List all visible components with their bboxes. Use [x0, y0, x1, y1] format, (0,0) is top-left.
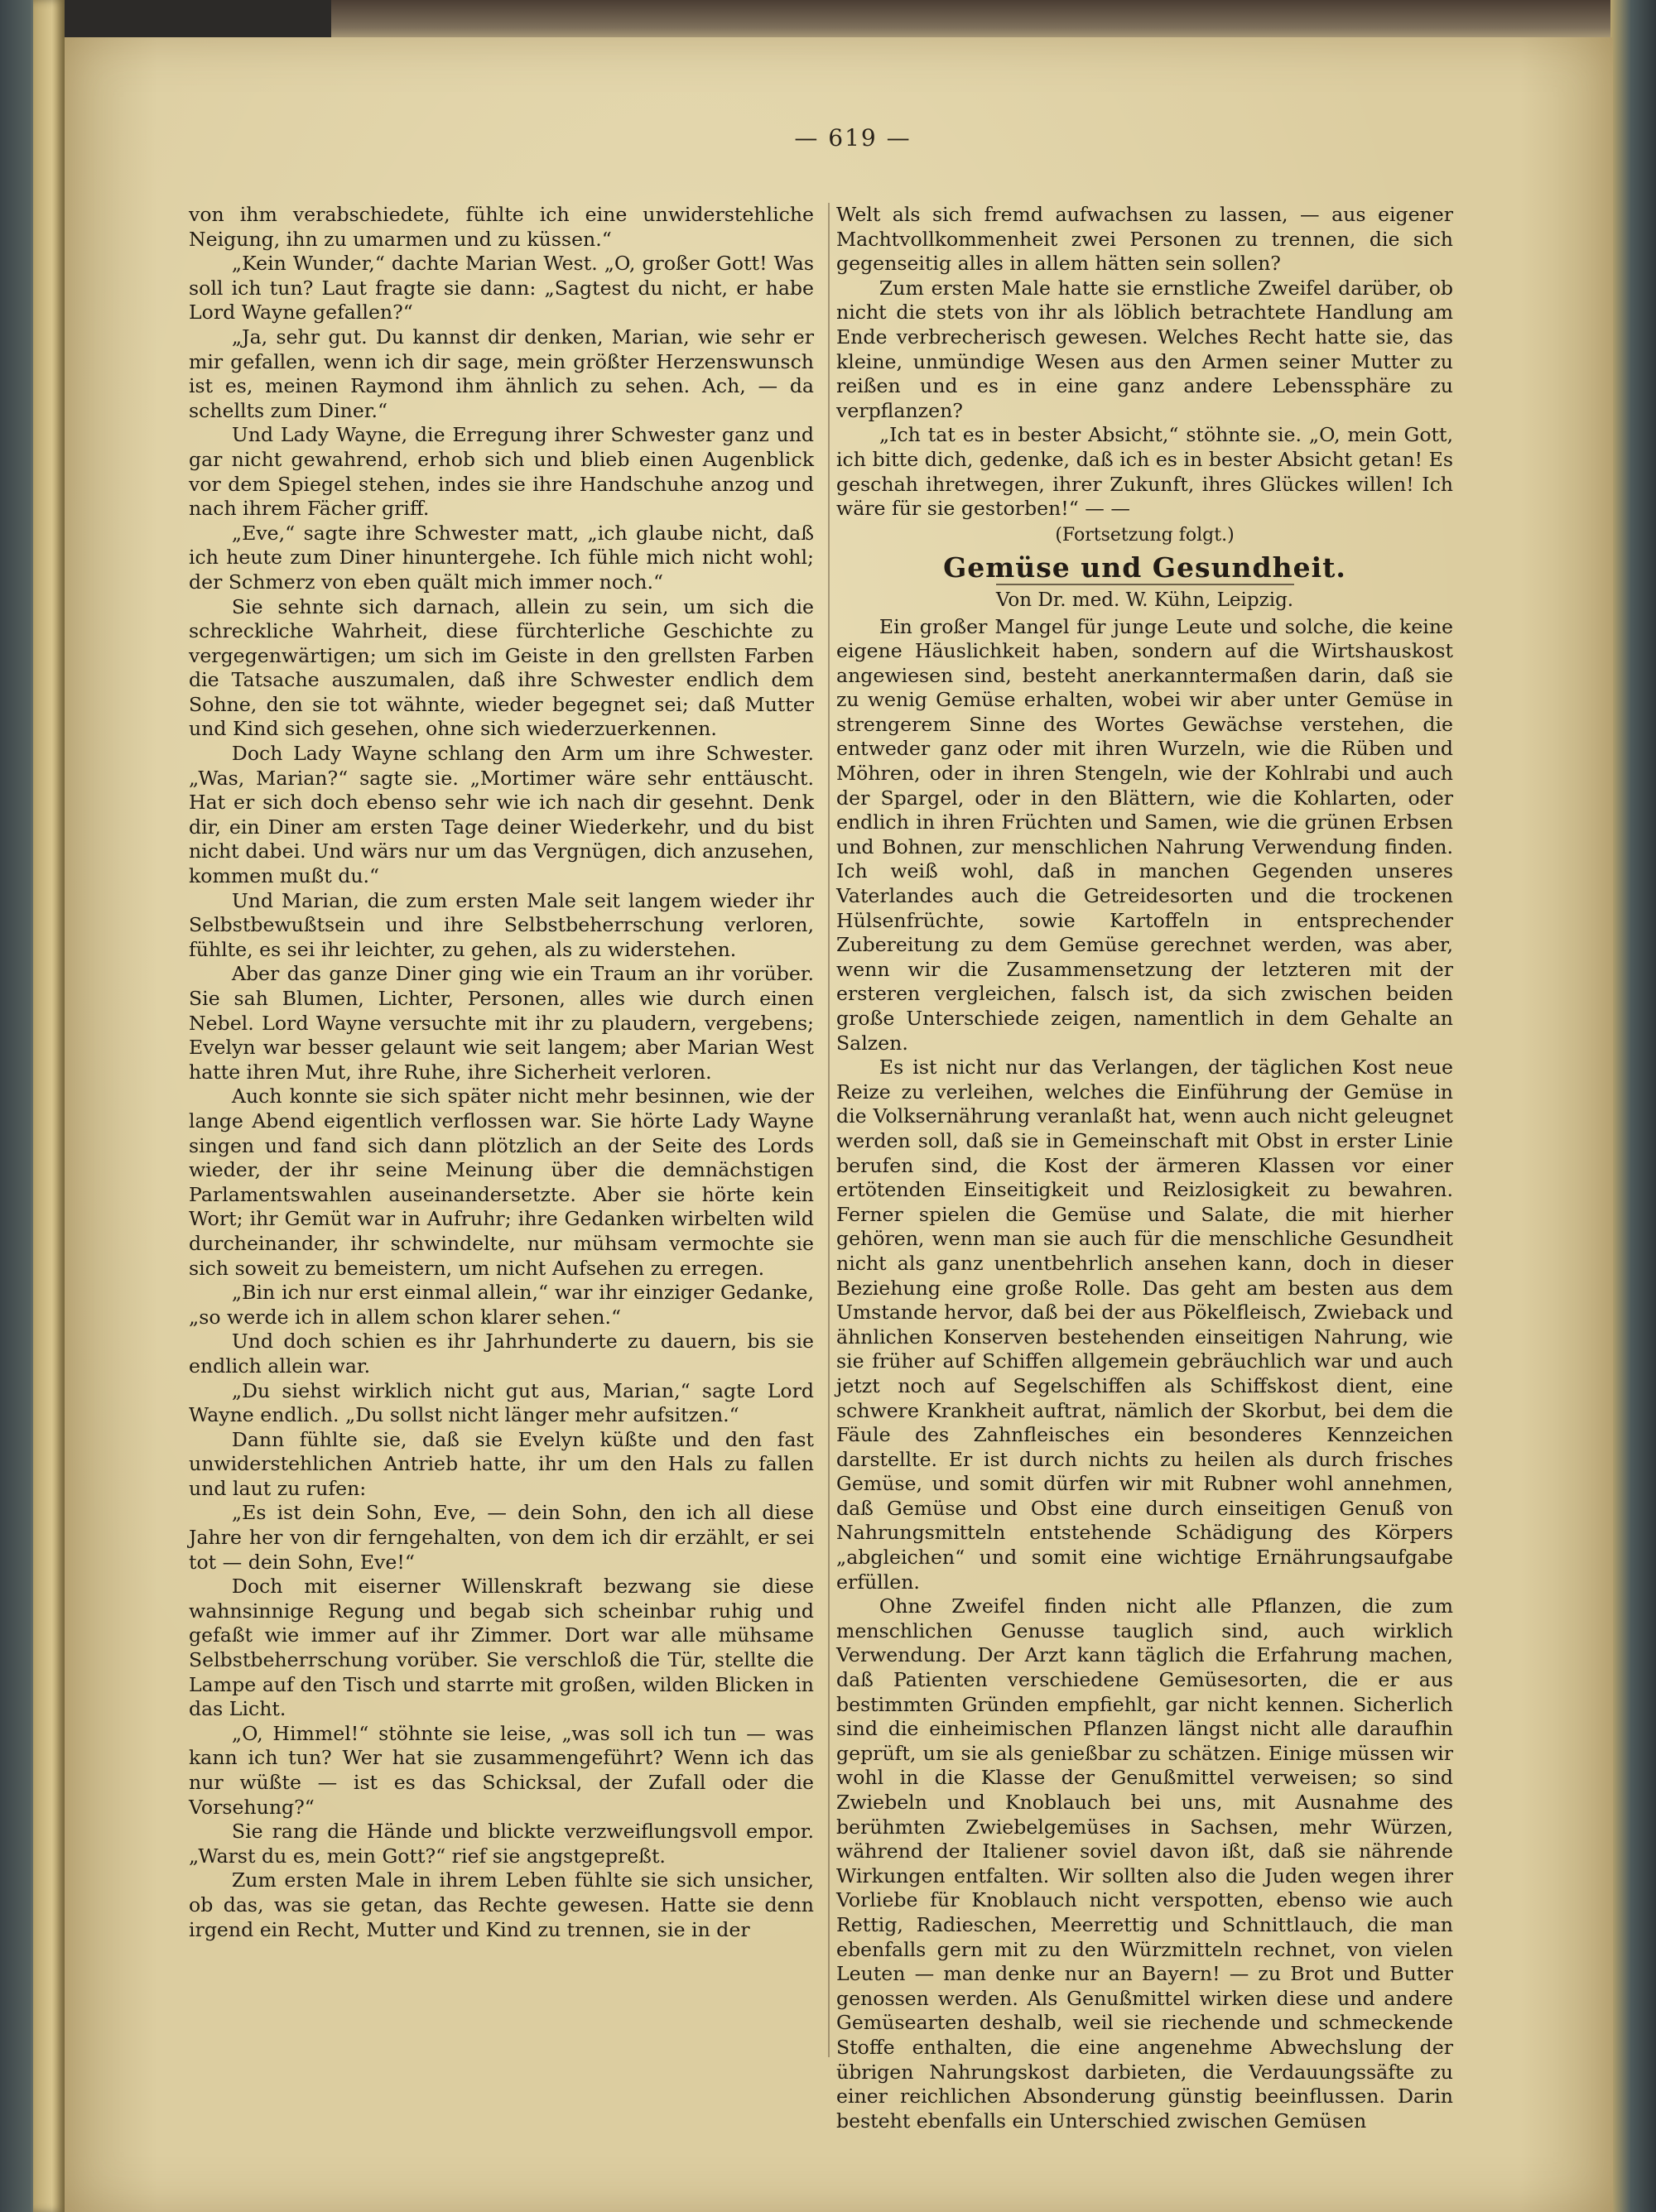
left-paragraph: „Kein Wunder,“ dachte Marian West. „O, großer Gott! Was soll ich tun? Laut fragte sie dann: „Sagtest du nicht, er habe Lord Wayne gefallen?“ [189, 252, 814, 325]
article-byline: Von Dr. med. W. Kühn, Leipzig. [995, 589, 1294, 611]
left-paragraph: Und Lady Wayne, die Erregung ihrer Schwester ganz und gar nicht gewahrend, erhob sich und blieb einen Augenblick vor dem Spiegel stehen, indes sie ihre Handschuhe anzog und nach ihrem Fächer griff. [189, 423, 814, 521]
left-paragraph: Doch mit eiserner Willenskraft bezwang sie diese wahnsinnige Regung und begab sich scheinbar ruhig und gefaßt wie immer auf ihr Zimmer. Dort war alle mühsame Selbstbeherrschung vorüber. Sie verschloß die Tür, stellte die Lampe auf den Tisch und starrte mit großen, wilden Blicken in das Licht. [189, 1575, 814, 1721]
right-paragraph: „Ich tat es in bester Absicht,“ stöhnte sie. „O, mein Gott, ich bitte dich, gedenke, daß ich es in bester Absicht getan! Es geschah ihretwegen, ihrer Zukunft, ihres Glückes willen! Ich wäre für sie gestorben!“ — — [836, 423, 1453, 521]
right-paragraph: Welt als sich fremd aufwachsen zu lassen, — aus eigener Machtvollkommenheit zwei Personen zu trennen, die sich gegenseitig alles in allem hätten sein sollen? [836, 203, 1453, 276]
facing-page-edge [33, 0, 65, 2212]
left-paragraph: von ihm verabschiedete, fühlte ich eine unwiderstehliche Neigung, ihn zu umarmen und zu küssen.“ [189, 203, 814, 251]
left-paragraph: Dann fühlte sie, daß sie Evelyn küßte und den fast unwiderstehlichen Antrieb hatte, ihr um den Hals zu fallen und laut zu rufen: [189, 1427, 814, 1500]
right-paragraph: Zum ersten Male hatte sie ernstliche Zweifel darüber, ob nicht die stets von ihr als löblich betrachtete Handlung am Ende verbrecherisch gewesen. Welches Recht hatte sie, das kleine, unmündige Wesen aus den Armen seiner Mutter zu reißen und es in eine ganz andere Lebenssphäre zu verpflanzen? [836, 276, 1453, 422]
book-cover-right [1610, 0, 1656, 2212]
article-paragraph: Ohne Zweifel finden nicht alle Pflanzen, die zum menschlichen Genusse tauglich sind, auch wirklich Verwendung. Der Arzt kann täglich die Erfahrung machen, daß Patienten verschiedene Gemüsesorten, die er aus bestimmten Gründen empfiehlt, gar nicht kennen. Sicherlich sind die einheimischen Pflanzen längst nicht alle daraufhin geprüft, um sie als genießbar zu schätzen. Einige müssen wir wohl in die Klasse der Genußmittel verweisen; so sind Zwiebeln und Knoblauch bei uns, mit Ausnahme des berühmten Zwiebelgemüses in Sachsen, mehr Würzen, während der Italiener soviel davon ißt, daß sie nährende Wirkungen entfalten. Wir sollten also die Juden wegen ihrer Vorliebe für Knoblauch nicht verspotten, ebenso wie auch Rettig, Radieschen, Meerrettig und Schnittlauch, die man ebenfalls gern mit zu den Würzmitteln rechnet, von vielen Leuten — man denke nur an Bayern! — zu Brot und Butter genossen werden. Als Genußmittel wirken diese und andere Gemüsearten deshalb, weil sie riechende und schmeckende Stoffe enthalten, die eine angenehme Abwechslung der übrigen Nahrungskost darbieten, die Verdauungssäfte zu einer reichlichen Absonderung günstig beeinflussen. Darin besteht ebenfalls ein Unterschied zwischen Gemüsen [836, 1594, 1453, 2133]
article-paragraph: Ein großer Mangel für junge Leute und solche, die keine eigene Häuslichkeit haben, sondern auf die Wirtshauskost angewiesen sind, besteht anerkanntermaßen darin, daß sie zu wenig Gemüse erhalten, wobei wir aber unter Gemüse in strengerem Sinne des Wortes Gewächse verstehen, die entweder ganz oder mit ihren Wurzeln, wie die Rüben und Möhren, oder in ihren Stengeln, wie der Kohlrabi und auch der Spargel, oder in den Blättern, wie die Kohlarten, oder endlich in ihren Früchten und Samen, wie die grünen Erbsen und Bohnen, zur menschlichen Nahrung Verwendung finden. Ich weiß wohl, daß in manchen Gegenden unseres Vaterlandes auch die Getreidesorten und die trockenen Hülsenfrüchte, sowie Kartoffeln in entsprechender Zubereitung zu dem Gemüse gerechnet werden, was aber, wenn wir die Zusammensetzung der letzteren mit der ersteren vergleichen, falsch ist, da sich zwischen beiden große Unterschiede zeigen, namentlich in dem Gehalte an Salzen. [836, 614, 1453, 1055]
left-paragraph: „Eve,“ sagte ihre Schwester matt, „ich glaube nicht, daß ich heute zum Diner hinuntergehe. Ich fühle mich nicht wohl; der Schmerz von eben quält mich immer noch.“ [189, 521, 814, 594]
page-number: — 619 — [794, 124, 912, 151]
left-paragraph: Und doch schien es ihr Jahrhunderte zu dauern, bis sie endlich allein war. [189, 1330, 814, 1378]
left-paragraph: Aber das ganze Diner ging wie ein Traum an ihr vorüber. Sie sah Blumen, Lichter, Personen, alles wie durch einen Nebel. Lord Wayne versuchte mit ihr zu plaudern, vergebens; Evelyn war besser gelaunt wie seit langem; aber Marian West hatte ihren Mut, ihre Ruhe, ihre Sicherheit verloren. [189, 962, 814, 1084]
left-paragraph: Zum ersten Male in ihrem Leben fühlte sie sich unsicher, ob das, was sie getan, das Rechte gewesen. Hatte sie denn irgend ein Recht, Mutter und Kind zu trennen, sie in der [189, 1868, 814, 1941]
left-paragraph: „Du siehst wirklich nicht gut aus, Marian,“ sagte Lord Wayne endlich. „Du sollst nicht länger mehr aufsitzen.“ [189, 1378, 814, 1427]
left-paragraph: Und Marian, die zum ersten Male seit langem wieder ihr Selbstbewußtsein und ihre Selbstbeherrschung verloren, fühlte, es sei ihr leichter, zu gehen, als zu widerstehen. [189, 888, 814, 961]
continued-note: (Fortsetzung folgt.) [1055, 524, 1235, 546]
left-paragraph: Auch konnte sie sich später nicht mehr besinnen, wie der lange Abend eigentlich verflossen war. Sie hörte Lady Wayne singen und fand sich dann plötzlich an der Seite des Lords wieder, der ihr seine Meinung über die demnächstigen Parlamentswahlen auseinandersetzte. Aber sie hörte kein Wort; ihr Gemüt war in Aufruhr; ihre Gedanken wirbelten wild durcheinander, ihr schwindelte, nur mühsam vermochte sie sich soweit zu bemeistern, um nicht Aufsehen zu erregen. [189, 1084, 814, 1280]
left-paragraph: Sie rang die Hände und blickte verzweiflungsvoll empor. „Warst du es, mein Gott?“ rief sie angstgepreßt. [189, 1820, 814, 1868]
article-paragraph: Es ist nicht nur das Verlangen, der täglichen Kost neue Reize zu verleihen, welches die Einführung der Gemüse in die Volksernährung veranlaßt hat, wenn auch nicht geleugnet werden soll, daß sie in Gemeinschaft mit Obst in erster Linie berufen sind, die Kost der ärmeren Klassen vor einer ertötenden Einseitigkeit und Reizlosigkeit zu bewahren. Ferner spielen die Gemüse und Salate, die mit hierher gehören, wenn man sie auch für die menschliche Gesundheit nicht als ganz unentbehrlich ansehen kann, doch in dieser Beziehung eine große Rolle. Das geht am besten aus dem Umstande hervor, daß bei der aus Pökelfleisch, Zwieback und ähnlichen Konserven bestehenden einseitigen Nahrung, wie sie früher auf Schiffen allgemein gebräuchlich war und auch jetzt noch auf Segelschiffen als Schiffskost dient, eine schwere Krankheit auftrat, nämlich der Skorbut, bei dem die Fäule des Zahnfleisches ein besonderes Kennzeichen darstellte. Er ist durch nichts zu heilen als durch frisches Gemüse, und somit dürfen wir mit Rubner wohl annehmen, daß Gemüse und Obst eine durch einseitigen Genuß von Nahrungsmitteln entstehende Schädigung des Körpers „abgleichen“ und somit eine wichtige Ernährungsaufgabe erfüllen. [836, 1056, 1453, 1594]
left-paragraph: Doch Lady Wayne schlang den Arm um ihre Schwester. „Was, Marian?“ sagte sie. „Mortimer wäre sehr enttäuscht. Hat er sich doch ebenso sehr wie ich nach dir gesehnt. Denk dir, ein Diner am ersten Tage deiner Wiederkehr, und du bist nicht dabei. Und wärs nur um das Vergnügen, dich anzusehen, kommen mußt du.“ [189, 742, 814, 888]
left-paragraph: „Es ist dein Sohn, Eve, — dein Sohn, den ich all diese Jahre her von dir ferngehalten, von dem ich dir erzählt, er sei tot — dein Sohn, Eve!“ [189, 1501, 814, 1574]
right-column [836, 203, 1453, 2133]
left-paragraph: „O, Himmel!“ stöhnte sie leise, „was soll ich tun — was kann ich tun? Wer hat sie zusammengeführt? Wenn ich das nur wüßte — ist es das Schicksal, der Zufall oder die Vorsehung?“ [189, 1721, 814, 1819]
column-divider [828, 203, 830, 2057]
left-column [189, 203, 814, 1942]
left-paragraph: „Bin ich nur erst einmal allein,“ war ihr einziger Gedanke, „so werde ich in allem schon klarer sehen.“ [189, 1281, 814, 1329]
article-title: Gemüse und Gesundheit. [836, 555, 1453, 585]
left-paragraph: Sie sehnte sich darnach, allein zu sein, um sich die schreckliche Wahrheit, diese fürchterliche Geschichte zu vergegenwärtigen; um sich im Geiste in den grellsten Farben die Tatsache auszumalen, daß ihre Schwester endlich dem Sohne, den sie tot wähnte, wieder begegnet sei; daß Mutter und Kind sich gesehen, ohne sich wiederzuerkennen. [189, 594, 814, 741]
left-paragraph: „Ja, sehr gut. Du kannst dir denken, Marian, wie sehr er mir gefallen, wenn ich dir sage, mein größter Herzenswunsch ist es, meinen Raymond ihm ähnlich zu sehen. Ach, — da schellts zum Diner.“ [189, 325, 814, 422]
